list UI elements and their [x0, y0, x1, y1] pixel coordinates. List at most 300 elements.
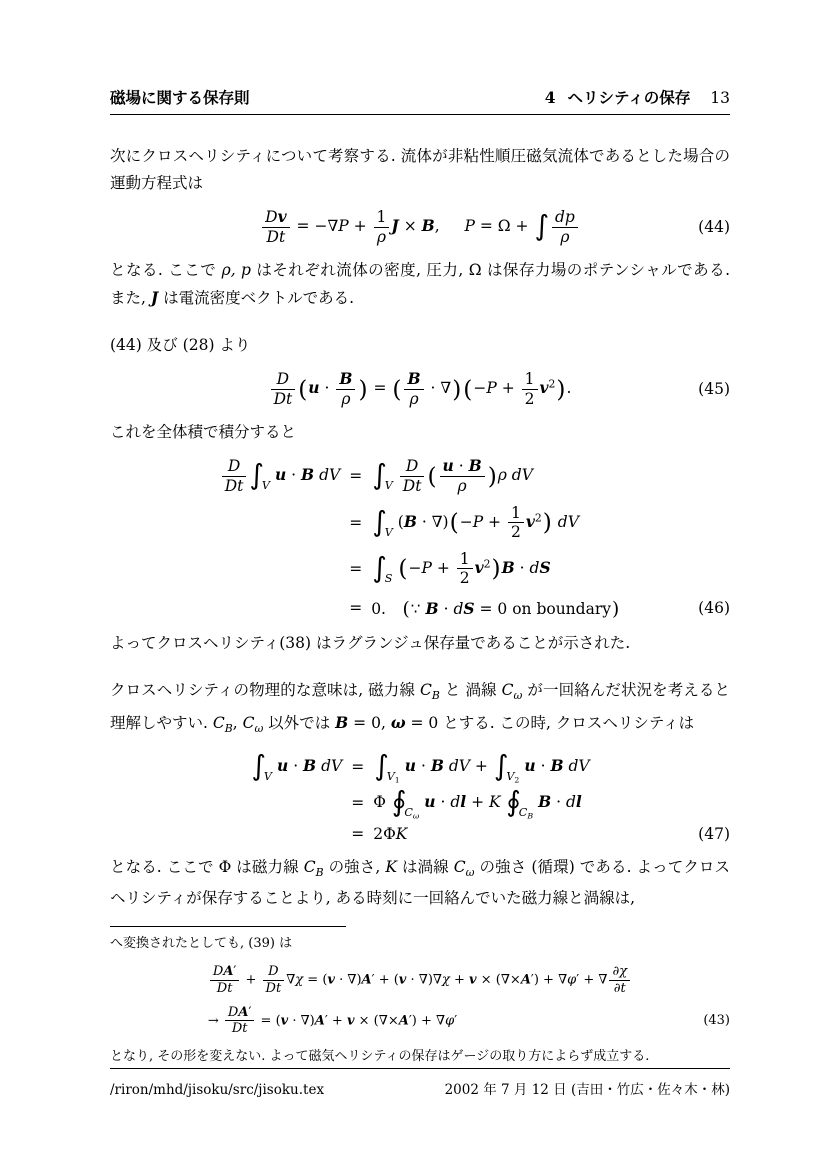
numerator	[457, 550, 473, 569]
text-run: 2Φ	[373, 824, 396, 843]
integral-subscript	[385, 526, 393, 539]
big-delimiter: (	[449, 509, 459, 537]
subscript	[514, 775, 519, 784]
text-run: 次にクロスヘリシティについて考察する. 流体が非粘性順圧磁気流体であるとした場合の運動方程式は	[110, 147, 730, 192]
math-variable: P	[421, 558, 432, 577]
math-variable: Dt	[402, 476, 422, 495]
vector-symbol: v	[525, 511, 535, 531]
text-run: ×	[398, 217, 422, 236]
vector-symbol: A	[361, 973, 372, 989]
math-variable: C	[404, 805, 413, 819]
vector-symbol: A	[238, 1004, 249, 1020]
fraction	[374, 208, 390, 246]
subscript	[316, 865, 324, 878]
denominator	[508, 522, 524, 542]
text-run: の強さ (循環) である. よってクロスヘリシティが保存することより, ある時刻に一回絡んでいた磁力線と渦線は,	[110, 857, 731, 908]
numerator	[522, 370, 538, 389]
math-variable: dV	[314, 466, 341, 485]
vector-symbol: B	[501, 557, 515, 577]
subscript	[254, 722, 263, 735]
equation-line	[220, 500, 621, 546]
math-variable: C	[242, 714, 255, 733]
integral	[251, 748, 276, 783]
vector-symbol: A	[314, 1013, 325, 1029]
text-run: +	[496, 379, 520, 398]
math-variable: ω	[465, 865, 475, 879]
vector-symbol: S	[463, 598, 475, 618]
vector-symbol: B	[550, 755, 564, 775]
paragraph	[110, 257, 730, 312]
vector-symbol: ω	[390, 713, 406, 733]
page-footer	[110, 1068, 730, 1098]
text-run: 1	[376, 208, 387, 226]
superscript	[549, 378, 556, 391]
fraction	[210, 964, 239, 996]
section-number: 4	[544, 88, 556, 107]
equation-number: (43)	[703, 1013, 730, 1029]
big-delimiter: (	[398, 555, 408, 583]
big-delimiter: )	[612, 598, 620, 620]
integral-subscript	[264, 770, 272, 783]
equation-line	[220, 592, 621, 623]
math-variable: D	[405, 457, 419, 476]
math-variable: S	[384, 571, 393, 585]
text-run: +	[469, 756, 493, 775]
math-variable: d	[565, 792, 576, 811]
equation-line	[250, 749, 589, 785]
math-variable: d	[453, 599, 464, 618]
text-run: (44) 及び (28) より	[110, 336, 251, 355]
vector-symbol: B	[403, 511, 417, 531]
numerator	[336, 370, 355, 389]
big-delimiter: )	[487, 462, 497, 490]
text-run: +	[466, 792, 490, 811]
text-run: 1	[524, 370, 535, 389]
math-variable: C	[453, 857, 466, 876]
text-run: 2	[514, 775, 520, 785]
denominator	[440, 476, 485, 496]
fraction	[222, 457, 247, 495]
superscript	[484, 557, 491, 570]
vector-symbol: J	[391, 216, 399, 236]
math-variable: C	[501, 681, 514, 700]
math-variable: ω	[513, 689, 523, 703]
math-variable: V	[384, 479, 393, 493]
denominator	[552, 227, 578, 247]
text-run: と 渦線	[439, 681, 502, 700]
equation-rhs	[371, 453, 620, 499]
math-variable: ρ	[341, 389, 351, 408]
vector-symbol: l	[575, 791, 582, 811]
equals-sign: =	[349, 598, 363, 617]
math-variable: d	[450, 792, 461, 811]
math-variable: B	[527, 811, 534, 821]
vector-symbol: B	[335, 713, 349, 733]
vector-symbol: v	[398, 973, 407, 989]
text-run: ·	[438, 599, 454, 618]
math-variable: V	[384, 525, 393, 539]
big-delimiter: )	[452, 375, 462, 403]
big-delimiter: (	[427, 462, 437, 490]
vector-symbol: B	[538, 791, 552, 811]
denominator	[262, 227, 289, 247]
integral	[249, 458, 274, 493]
math-variable: C	[518, 805, 528, 819]
text-run: −	[459, 512, 473, 531]
big-delimiter: )	[542, 509, 552, 537]
subscript	[395, 775, 400, 784]
numerator	[262, 208, 289, 227]
equation-number: (46)	[698, 598, 730, 617]
equals-sign: =	[351, 793, 365, 812]
space	[501, 789, 506, 807]
paragraph	[110, 1046, 730, 1068]
text-run: ,	[232, 714, 243, 733]
text-run: ·	[288, 756, 304, 775]
subscript	[432, 689, 440, 702]
text-run: 2	[483, 557, 491, 571]
denominator	[210, 980, 239, 997]
math-variable: P	[486, 379, 497, 398]
fraction	[522, 370, 538, 408]
equation-46	[110, 453, 730, 623]
vector-symbol: S	[539, 557, 551, 577]
integral-symbol: ∫	[374, 748, 389, 782]
math-variable: ρ	[457, 476, 467, 495]
numerator	[374, 208, 390, 227]
integral-symbol: ∮	[391, 784, 407, 818]
equation-content	[208, 960, 632, 1000]
math-variable: ω	[412, 811, 420, 821]
running-head-right	[545, 86, 730, 108]
equation-rhs	[373, 821, 589, 847]
text-run: +	[431, 558, 455, 577]
math-variable: V	[261, 479, 270, 493]
equation-line	[250, 821, 589, 847]
text-run: (	[397, 512, 404, 531]
denominator	[609, 980, 630, 997]
numerator	[263, 964, 285, 980]
denominator	[225, 1020, 254, 1037]
math-variable: B	[224, 721, 233, 735]
equation-rhs	[371, 500, 620, 546]
running-head-left: 磁場に関する保存則	[110, 89, 250, 107]
big-delimiter: (	[392, 375, 402, 403]
vector-symbol: u	[404, 755, 417, 775]
text-run: = (	[256, 1013, 281, 1029]
equation-line	[260, 204, 580, 250]
page-number: 13	[710, 89, 730, 107]
math-variable: d	[529, 558, 540, 577]
page-header	[110, 86, 730, 115]
math-variable: V	[263, 769, 272, 783]
integral	[493, 748, 524, 785]
text-run: となる. ここで	[110, 261, 222, 280]
vector-symbol: B	[339, 369, 353, 389]
paragraph	[110, 332, 730, 359]
equation-lhs	[220, 500, 340, 546]
text-run: ′ + ∇	[576, 973, 608, 989]
text-run: ·	[551, 792, 566, 811]
equation-line	[220, 453, 621, 499]
vector-symbol: v	[474, 557, 484, 577]
text-run: +	[449, 973, 470, 989]
math-variable: D	[212, 964, 224, 980]
math-variable: D	[227, 1004, 239, 1020]
text-run: はそれぞれ流体の密度, 圧力, Ω は保存力場のポテンシャルである. また,	[110, 261, 730, 308]
text-run: · ∇)∇	[406, 973, 442, 989]
math-variable: D	[227, 457, 241, 476]
text-run: = 0 on boundary	[474, 599, 611, 618]
vector-symbol: v	[277, 207, 287, 226]
text-run: ′	[233, 964, 237, 980]
text-run: −	[473, 379, 487, 398]
text-run: = Ω +	[474, 217, 534, 236]
equation-44-body	[260, 204, 580, 250]
vector-symbol: u	[276, 755, 289, 775]
integral-subscript	[404, 806, 419, 819]
equation-47-body	[250, 749, 589, 847]
text-run: 2	[548, 377, 556, 391]
math-variable: Dt	[224, 476, 244, 495]
text-run: 以外では	[263, 714, 336, 733]
text-run: これを全体積で積分すると	[110, 423, 297, 442]
equation-lhs	[250, 821, 342, 847]
integral-subscript	[387, 770, 400, 783]
text-run: ∇	[286, 973, 296, 989]
math-variable: B	[431, 689, 440, 703]
text-run: 1	[394, 775, 400, 785]
text-run: ′) + ∇	[408, 1013, 446, 1029]
equation-content	[208, 1001, 632, 1041]
integral-symbol: ∫	[372, 458, 387, 492]
denominator	[222, 476, 247, 496]
math-variable: ρ dV	[497, 466, 533, 485]
denominator	[263, 980, 285, 997]
equals-sign: =	[349, 467, 363, 486]
math-variable: dV	[563, 756, 590, 775]
math-variable: K	[385, 857, 397, 876]
numerator	[222, 457, 247, 476]
text-run: となり, その形を変えない. よって磁気ヘリシティの保存はゲージの取り方によらず成立する.	[110, 1048, 650, 1064]
integral-subscript	[385, 572, 393, 585]
equation-line	[220, 546, 621, 592]
text-run: →	[207, 1013, 223, 1029]
paragraph	[110, 677, 730, 742]
vector-symbol: J	[150, 288, 159, 308]
denominator	[336, 389, 355, 409]
fraction	[271, 370, 296, 408]
math-variable: K	[489, 792, 501, 811]
footnote	[110, 933, 730, 1067]
math-variable: dV	[443, 756, 470, 775]
text-run: +	[348, 217, 372, 236]
equation-rhs	[371, 546, 620, 592]
text-run: ∂	[612, 964, 620, 980]
integral-symbol: ∫	[249, 458, 264, 492]
text-run: ′) + ∇	[530, 973, 568, 989]
equals-sign: =	[351, 757, 365, 776]
text-run: ·	[416, 756, 431, 775]
text-run: ·	[286, 466, 302, 485]
paragraph	[110, 630, 730, 657]
text-run: 2	[510, 523, 521, 542]
integral	[372, 504, 397, 539]
integral-subscript	[262, 479, 270, 492]
subscript	[413, 811, 419, 820]
footnote-rule	[110, 926, 346, 927]
text-run: · ∇	[425, 379, 452, 398]
text-run: が一回絡んだ状況を考えると理解しやすい.	[110, 681, 731, 733]
numerator	[552, 208, 578, 227]
text-run: ·	[535, 756, 551, 775]
math-variable: D	[268, 964, 279, 980]
text-run: ,	[434, 217, 440, 236]
numerator	[508, 504, 524, 523]
equation-45	[110, 366, 730, 412]
text-run: · ∇)	[416, 512, 449, 531]
math-variable: Dt	[231, 1021, 248, 1037]
numerator	[210, 964, 239, 980]
integral-subscript	[519, 806, 533, 819]
paragraph	[110, 933, 730, 955]
integral	[374, 748, 404, 785]
big-delimiter: )	[358, 375, 368, 403]
equation-lhs	[220, 453, 340, 499]
text-run: = 0 とする. この時, クロスヘリシティは	[405, 714, 695, 733]
date-authors: 2002 年 7 月 12 日 (吉田・竹広・佐々木・林)	[444, 1081, 730, 1098]
math-variable: V	[506, 769, 515, 783]
equation-lhs	[220, 546, 340, 592]
text-run: =	[368, 379, 392, 398]
big-delimiter: (	[463, 375, 473, 403]
math-variable: dV	[316, 756, 343, 775]
equation-lhs	[250, 749, 342, 785]
math-variable: P	[472, 512, 484, 531]
subscript	[527, 811, 533, 820]
math-variable: φ	[567, 973, 577, 989]
big-delimiter: (	[298, 375, 308, 403]
text-run: × (∇×	[476, 973, 521, 989]
text-run: は渦線	[396, 857, 454, 876]
fraction	[263, 964, 285, 996]
fraction	[336, 370, 355, 408]
vector-symbol: A	[520, 973, 531, 989]
equation-43	[110, 960, 730, 1040]
text-run: ′ +	[324, 1013, 347, 1029]
math-variable: ρ	[376, 227, 387, 246]
denominator	[271, 389, 296, 409]
equation-number: (45)	[698, 380, 730, 399]
equation-number: (44)	[698, 218, 730, 237]
text-run: = (	[303, 973, 328, 989]
text-run: ′	[248, 1004, 252, 1020]
text-run: ∵	[410, 599, 426, 618]
text-run: 2	[524, 389, 535, 408]
numerator	[609, 964, 630, 980]
math-variable: Dt	[266, 227, 286, 246]
vector-symbol: l	[460, 791, 467, 811]
big-delimiter: (	[402, 598, 410, 620]
vector-symbol: v	[346, 1013, 355, 1029]
text-run: Φ	[373, 792, 391, 811]
fraction	[552, 208, 578, 246]
denominator	[374, 227, 390, 247]
vector-symbol: u	[524, 755, 536, 775]
document-body	[110, 143, 730, 1068]
text-run: +	[241, 973, 261, 989]
math-variable: P	[464, 217, 475, 236]
superscript	[535, 511, 542, 524]
text-run: ·	[319, 379, 335, 398]
vector-symbol: u	[424, 791, 436, 811]
fraction	[508, 504, 524, 542]
fraction	[225, 1005, 254, 1037]
numerator	[404, 370, 423, 389]
vector-symbol: B	[421, 216, 435, 236]
text-run: × (∇×	[354, 1013, 399, 1029]
fraction	[404, 370, 423, 408]
vector-symbol: A	[398, 1013, 409, 1029]
denominator	[457, 568, 473, 588]
vector-symbol: A	[223, 964, 234, 980]
equals-sign: =	[349, 559, 363, 578]
math-variable: V	[386, 769, 395, 783]
subscript	[466, 865, 475, 878]
text-run: 2	[534, 511, 542, 525]
equation-45-body	[269, 366, 572, 412]
math-variable: C	[419, 681, 432, 700]
math-variable: t	[620, 981, 626, 997]
vector-symbol: B	[468, 456, 482, 476]
text-run: 1	[510, 503, 521, 522]
paragraph	[110, 143, 730, 197]
vector-symbol: v	[469, 973, 477, 989]
text-run: クロスヘリシティの物理的な意味は, 磁力線	[110, 681, 420, 700]
text-run: −	[408, 558, 422, 577]
integral-symbol: ∫	[493, 748, 509, 782]
integral-symbol: ∮	[506, 784, 521, 818]
integral	[506, 784, 537, 821]
vector-symbol: v	[327, 973, 335, 989]
fraction	[262, 208, 289, 246]
math-variable: ω	[254, 721, 264, 735]
text-run: ′	[454, 1013, 458, 1029]
integral-symbol: ∫	[534, 209, 549, 243]
equation-lhs	[220, 592, 340, 623]
fraction	[457, 550, 473, 588]
math-variable: dV	[552, 512, 579, 531]
math-variable: C	[212, 714, 225, 733]
integral	[372, 458, 397, 493]
integral-subscript	[385, 479, 393, 492]
text-run: +	[483, 512, 506, 531]
text-run: 1	[459, 549, 470, 568]
integral	[534, 209, 549, 243]
numerator	[225, 1005, 254, 1021]
text-run: となる. ここで Φ は磁力線	[110, 857, 304, 876]
equals-sign: =	[349, 513, 363, 532]
subscript	[225, 722, 233, 735]
text-run: の強さ,	[323, 857, 386, 876]
paragraph	[110, 419, 730, 446]
math-variable: K	[395, 824, 408, 843]
vector-symbol: B	[425, 598, 439, 618]
text-run: ′ + (	[371, 973, 399, 989]
equation-number: (47)	[698, 824, 730, 843]
text-run: へ変換されたとしても, (39) は	[110, 936, 293, 952]
vector-symbol: u	[442, 456, 454, 476]
